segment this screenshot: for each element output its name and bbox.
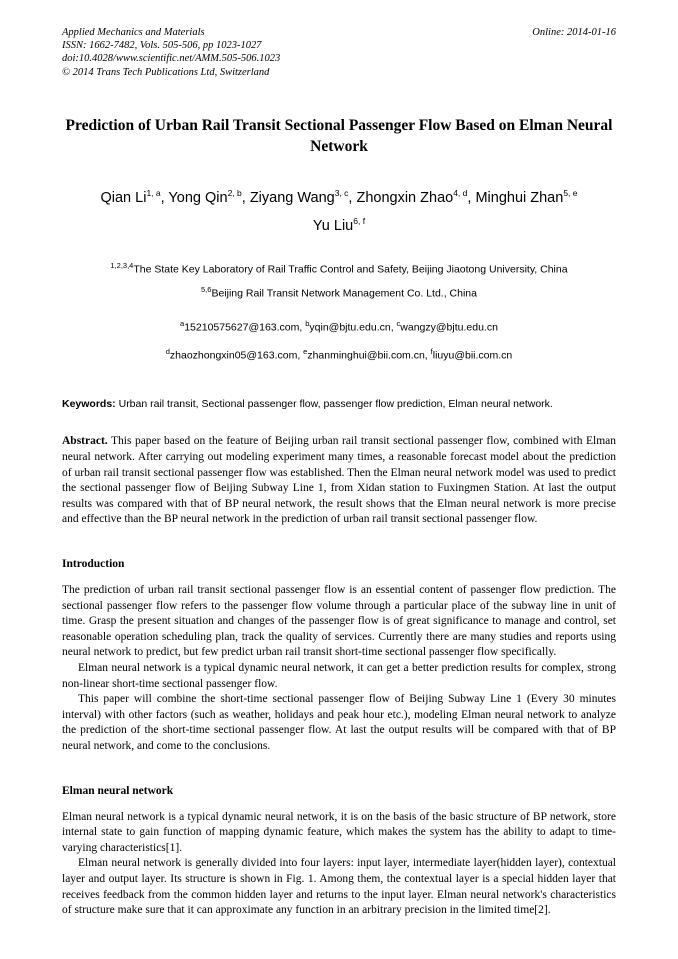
email-address: yqin@bjtu.edu.cn, (309, 321, 394, 334)
email-sup: c (396, 319, 401, 329)
email-address: 15210575627@163.com, (184, 321, 303, 334)
keywords-text: Urban rail transit, Sectional passenger flow, passenger flow prediction, Elman neural network. (115, 398, 553, 411)
email-address: wangzy@bjtu.edu.cn (400, 321, 498, 334)
author-sup: 5, e (563, 187, 578, 198)
page-header (62, 26, 616, 79)
author: Yong Qin$^{2, b}$ (168, 187, 242, 206)
author-sup: 4, d (453, 187, 468, 198)
email-sup: e (303, 346, 308, 356)
email-address: zhaozhongxin05@163.com, (169, 349, 301, 362)
abstract-block (62, 434, 616, 528)
affiliation: $^{1,2,3,4}$The State Key Laboratory of Rail Traffic Control and Safety, Beijing Jiaotong University, China (110, 261, 568, 276)
email-address: liuyu@bii.com.cn (432, 349, 513, 362)
online-date: Online: 2014-01-16 (532, 27, 616, 38)
affiliation-sup: 1,2,3,4 (110, 261, 134, 271)
author-list (62, 181, 616, 239)
issn-line: ISSN: 1662-7482, Vols. 505-506, pp 1023-1027 (62, 40, 262, 52)
author: Qian Li$^{1, a}$ (100, 187, 161, 206)
author: Zhongxin Zhao$^{4, d}$ (356, 187, 468, 206)
paragraph: Elman neural network is generally divided into four layers: input layer, intermediate layer(hidden layer), contextual layer and output layer. Its structure is shown in Fig. 1. Among them, the contextual layer is a special hidden layer that receives feedback from the common hidden layer and returns to the input layer. Elman neural network's characteristics of structure make sure that it can approximate any function in an arbitrary precision in the limited time[2]. (62, 857, 616, 917)
affiliation-sup: 5,6 (201, 284, 212, 294)
abstract-text: This paper based on the feature of Beijing urban rail transit sectional passenger flow, combined with Elman neural network. After carrying out modeling experiment many times, a reasonable forecast model about the prediction of urban rail transit sectional passenger flow was established. Then the Elman neural network model was used to predict the sectional passenger flow of Beijing Subway Line 1, from Xidan station to Fuxingmen Station. At last the output results was compared with that of BP neural network, the result shows that the Elman neural network is more precise and effective than the BP neural network in the prediction of urban rail transit sectional passenger flow. (62, 435, 616, 526)
author-sup: 6, f (353, 216, 366, 227)
email-sup: d (165, 346, 170, 356)
author-sup: 3, c (334, 187, 349, 198)
email-address: zhanminghui@bii.com.cn, (307, 349, 428, 362)
keywords-block (62, 397, 616, 412)
author: Ziyang Wang$^{3, c}$ (249, 187, 349, 206)
email-sup: a (180, 319, 185, 329)
author: Yu Liu$^{6, f}$ (312, 216, 366, 235)
section-heading-elman-neural-network: Elman neural network (62, 784, 174, 797)
section-heading-introduction: Introduction (62, 558, 125, 571)
paragraph: Elman neural network is a typical dynamic neural network, it can get a better prediction results for complex, strong non-linear short-time sectional passenger flow. (62, 662, 616, 690)
author-line-2 (62, 210, 616, 239)
author-emails (62, 312, 616, 367)
email-line-1 (62, 312, 616, 340)
paragraph: The prediction of urban rail transit sectional passenger flow is an essential content of passenger flow prediction. The sectional passenger flow refers to the passenger flow volume through a particular place of the subway line in unit of time. Grasp the present situation and changes of the passenger flow is of great significance to manage and control, set reasonable operation scheduling plan, track the quality of services. Currently there are many studies and reports using neural network to predict, but few predict urban rail transit short-time sectional passenger flow specifically. (62, 584, 616, 659)
author-sup: 2, b (227, 187, 242, 198)
email-line-2 (62, 340, 616, 368)
author: Minghui Zhan$^{5, e}$ (475, 187, 578, 206)
email-sup: f (430, 346, 433, 356)
abstract-label: Abstract. (62, 435, 108, 448)
author-sup: 1, a (146, 187, 161, 198)
keywords-label: Keywords: (62, 398, 116, 411)
doi-line: doi:10.4028/www.scientific.net/AMM.505-506.1023 (62, 53, 281, 65)
affiliation: $^{5,6}$Beijing Rail Transit Network Management Co. Ltd., China (201, 284, 477, 300)
copyright-line: © 2014 Trans Tech Publications Ltd, Switzerland (62, 66, 270, 78)
paragraph: This paper will combine the short-time sectional passenger flow of Beijing Subway Line 1 (Every 30 minutes interval) with other factors (such as weather, holidays and peak hour etc.), modeling Elman neural network to analyze the prediction of the short-time sectional passenger flow. At last the output results will be compared with that of BP neural network, and come to the conclusions. (62, 693, 616, 752)
email-sup: b (305, 319, 310, 329)
author-line-1: Qian Li$^{1, a}$, Yong Qin$^{2, b}$, Ziyang Wang$^{3, c}$, Zhongxin Zhao$^{4, d}$, Minghui Zhan$^{5, e}$ (100, 187, 578, 206)
page-title: Prediction of Urban Rail Transit Sectional Passenger Flow Based on Elman Neural Network (65, 116, 613, 155)
affiliations (62, 256, 616, 303)
paragraph: Elman neural network is a typical dynamic neural network, it is on the basis of the basic structure of BP network, store internal state to gain function of mapping dynamic feature, which makes the system has the ability to adapt to time-varying characteristics[1]. (62, 810, 616, 854)
journal-name: Applied Mechanics and Materials (62, 27, 205, 38)
